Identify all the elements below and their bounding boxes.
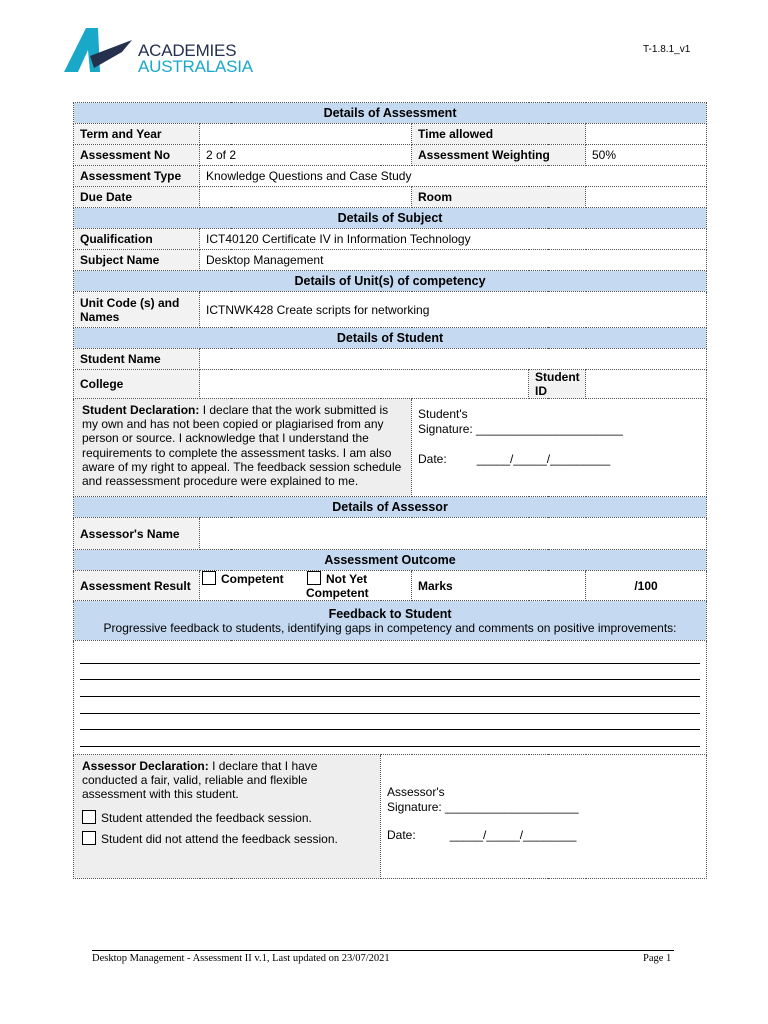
competent-label: Competent bbox=[221, 572, 284, 586]
student-declaration-title: Student Declaration: bbox=[82, 403, 200, 417]
student-signature-box[interactable] bbox=[412, 399, 707, 497]
section-heading-assessor: Details of Assessor bbox=[74, 497, 707, 518]
document-reference: T-1.8.1_v1 bbox=[643, 44, 691, 55]
student-declaration bbox=[74, 399, 412, 497]
feedback-lines-area[interactable] bbox=[74, 641, 707, 755]
competent-option[interactable] bbox=[202, 572, 284, 586]
assessor-declaration bbox=[74, 755, 381, 879]
assessor-declaration-paragraph bbox=[82, 759, 372, 802]
not-yet-competent-checkbox[interactable] bbox=[307, 571, 321, 585]
subject-name-label: Subject Name bbox=[74, 250, 200, 271]
section-heading-outcome: Assessment Outcome bbox=[74, 550, 707, 571]
assessor-date-row bbox=[387, 828, 700, 843]
competent-checkbox[interactable] bbox=[202, 571, 216, 585]
time-allowed-label: Time allowed bbox=[412, 124, 586, 145]
assessment-type-value: Knowledge Questions and Case Study bbox=[200, 166, 707, 187]
assessor-declaration-title: Assessor Declaration: bbox=[82, 759, 209, 773]
assessor-date-blank: _____/_____/________ bbox=[449, 828, 577, 842]
footer-document-info: Desktop Management - Assessment II v.1, Last updated on 23/07/2021 bbox=[92, 953, 390, 964]
assessor-signature-label-1: Assessor's bbox=[387, 785, 445, 799]
feedback-line bbox=[80, 714, 700, 731]
assessor-signature-box[interactable] bbox=[381, 755, 707, 879]
assessment-cover-form bbox=[73, 102, 707, 879]
feedback-line bbox=[80, 647, 700, 664]
section-heading-assessment: Details of Assessment bbox=[74, 103, 707, 124]
attended-option[interactable] bbox=[82, 810, 372, 825]
term-label: Term and Year bbox=[74, 124, 200, 145]
assessment-type-label: Assessment Type bbox=[74, 166, 200, 187]
qualification-value: ICT40120 Certificate IV in Information Technology bbox=[200, 229, 707, 250]
footer-page-number: Page 1 bbox=[643, 953, 672, 964]
assessment-no-label: Assessment No bbox=[74, 145, 200, 166]
feedback-line bbox=[80, 680, 700, 697]
feedback-line bbox=[80, 730, 700, 747]
due-date-field[interactable] bbox=[200, 187, 412, 208]
not-yet-competent-option[interactable] bbox=[306, 572, 369, 600]
subject-name-value: Desktop Management bbox=[200, 250, 707, 271]
student-name-label: Student Name bbox=[74, 349, 200, 370]
qualification-label: Qualification bbox=[74, 229, 200, 250]
student-date-label: Date: bbox=[418, 452, 447, 466]
student-signature-label-1: Student's bbox=[418, 407, 468, 421]
attended-checkbox[interactable] bbox=[82, 810, 96, 824]
assessment-weighting-label: Assessment Weighting bbox=[412, 145, 586, 166]
not-attended-label: Student did not attend the feedback session. bbox=[101, 831, 338, 846]
student-signature-label-2: Signature: ______________________ bbox=[418, 421, 623, 436]
not-attended-option[interactable] bbox=[82, 831, 372, 846]
college-field[interactable] bbox=[200, 370, 529, 399]
due-date-label: Due Date bbox=[74, 187, 200, 208]
marks-label: Marks bbox=[412, 571, 586, 601]
student-date-blank: _____/_____/_________ bbox=[476, 452, 611, 466]
outcome-options bbox=[200, 571, 412, 601]
not-attended-checkbox[interactable] bbox=[82, 831, 96, 845]
student-name-field[interactable] bbox=[200, 349, 707, 370]
assessor-name-label: Assessor's Name bbox=[74, 518, 200, 550]
feedback-subheading: Progressive feedback to students, identifying gaps in competency and comments on positive improvements: bbox=[103, 620, 677, 635]
logo-mark-icon bbox=[64, 26, 134, 78]
section-heading-feedback: Feedback to Student bbox=[328, 606, 452, 621]
logo-line-1: ACADEMIES bbox=[138, 41, 237, 60]
student-declaration-text: I declare that the work submitted is my own and has not been copied or plagiarised from any person or source. I acknowledge that I understand the requirements to complete the assessment tasks. I am also aware of my right to appeal. The feedback session schedule and reassessment procedure were explained to me. bbox=[82, 403, 402, 489]
feedback-heading-cell bbox=[74, 601, 707, 641]
assessment-no-value: 2 of 2 bbox=[200, 145, 412, 166]
footer-divider bbox=[92, 950, 674, 951]
room-field[interactable] bbox=[586, 187, 707, 208]
student-id-label: Student ID bbox=[529, 370, 586, 399]
assessor-date-label: Date: bbox=[387, 828, 416, 842]
assessor-signature-label-2: Signature: ____________________ bbox=[387, 799, 579, 814]
not-yet-competent-label: Not Yet Competent bbox=[306, 572, 369, 600]
feedback-line bbox=[80, 664, 700, 681]
logo-line-2: AUSTRALASIA bbox=[138, 57, 253, 76]
section-heading-student: Details of Student bbox=[74, 328, 707, 349]
academies-australasia-logo bbox=[64, 26, 254, 78]
section-heading-units: Details of Unit(s) of competency bbox=[74, 271, 707, 292]
logo-text bbox=[138, 43, 253, 75]
college-label: College bbox=[74, 370, 200, 399]
room-label: Room bbox=[412, 187, 586, 208]
student-date-row bbox=[418, 452, 700, 467]
assessor-declaration-text: I declare that I have conducted a fair, valid, reliable and flexible assessment with this student. bbox=[82, 759, 318, 802]
attended-label: Student attended the feedback session. bbox=[101, 810, 312, 825]
assessor-name-field[interactable] bbox=[200, 518, 707, 550]
unit-code-value: ICTNWK428 Create scripts for networking bbox=[200, 292, 707, 328]
assessment-weighting-value: 50% bbox=[586, 145, 707, 166]
section-heading-subject: Details of Subject bbox=[74, 208, 707, 229]
unit-code-label: Unit Code (s) and Names bbox=[74, 292, 200, 328]
marks-value[interactable]: /100 bbox=[586, 571, 707, 601]
assessment-result-label: Assessment Result bbox=[74, 571, 200, 601]
feedback-line bbox=[80, 697, 700, 714]
term-field[interactable] bbox=[200, 124, 412, 145]
student-id-field[interactable] bbox=[586, 370, 707, 399]
time-allowed-field[interactable] bbox=[586, 124, 707, 145]
